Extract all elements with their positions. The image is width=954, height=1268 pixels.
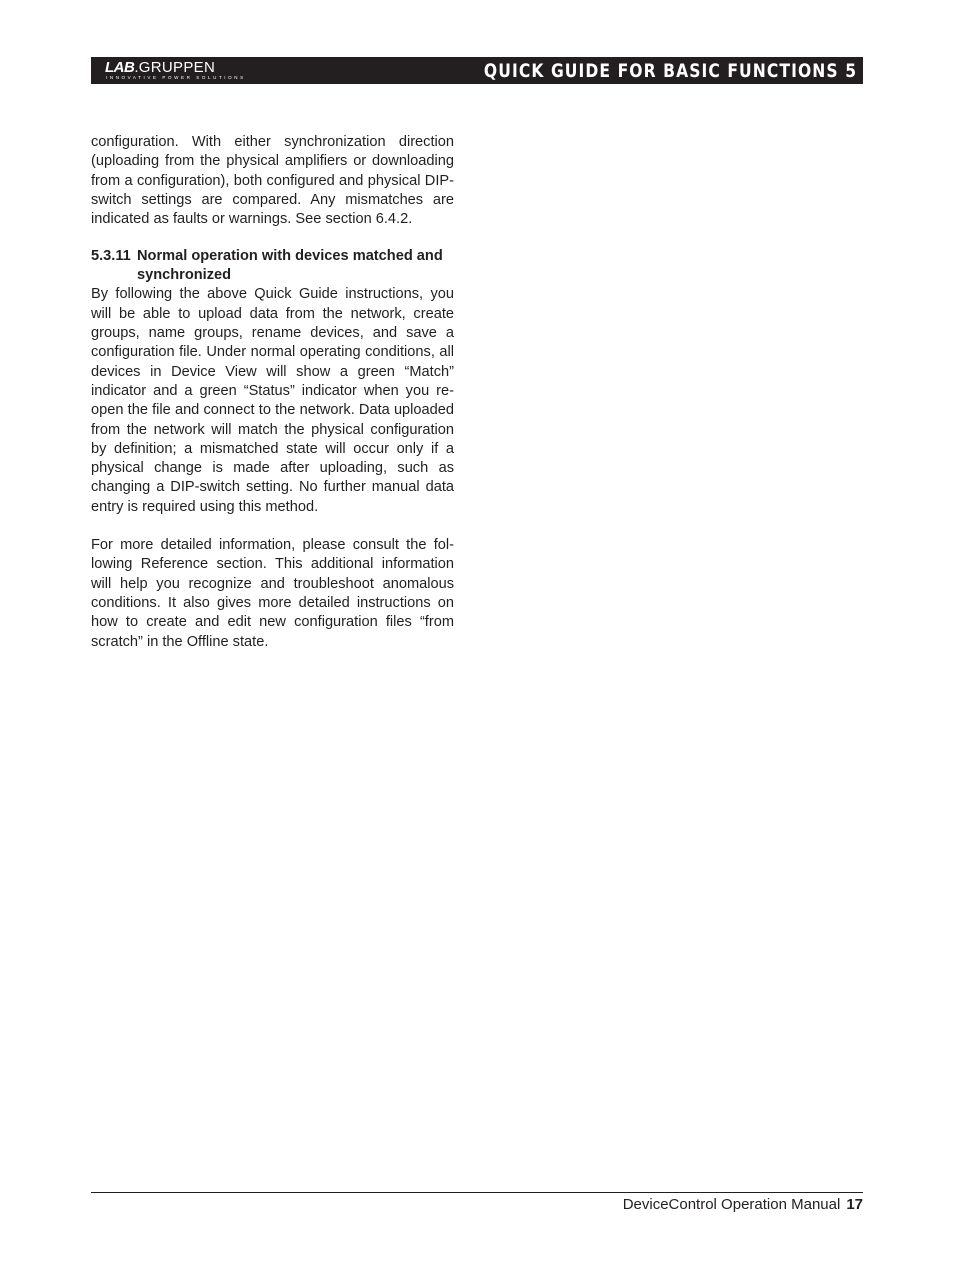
logo-wordmark: LAB.GRUPPEN [105,59,216,76]
chapter-number: 5 [845,60,857,82]
chapter-title-text: QUICK GUIDE FOR BASIC FUNCTIONS [483,60,839,82]
section-number: 5.3.11 [91,248,131,265]
logo-tagline: INNOVATIVE POWER SOLUTIONS [106,75,246,80]
text-column [91,133,454,652]
page-footer [623,1196,863,1214]
manual-title: DeviceControl Operation Manual [622,1196,841,1213]
section-title: Normal operation with devices matched and synchronized [137,248,443,284]
section-heading [91,247,454,285]
page-header-bar [91,57,863,84]
chapter-title [484,57,857,84]
intro-paragraph: configuration. With either synchronization direction (uploading from the physical amplifiers or downloading from a configuration), both configured and physical DIP-switch settings are compared. Any mismatches are indicated as faults or warnings. See section 6.4.2. [91,134,454,228]
paragraph-spacer [91,517,454,536]
page-number: 17 [846,1196,863,1213]
body-paragraph-2: For more detailed information, please consult the following Reference section. This additional information will help you recognize and troubleshoot anomalous conditions. It also gives more detailed instructions on how to create and edit new configuration files “from scratch” in the Offline state. [91,537,454,650]
body-paragraph-1: By following the above Quick Guide instructions, you will be able to upload data from the network, create groups, name groups, rename devices, and save a configuration file. Under normal operating conditions, all devices in Device View will show a green “Match” indicator and a green “Status” indicator when you re-open the file and connect to the network. Data uploaded from the network will match the physical configuration by definition; a mismatched state will occur only if a physical change is made after uploading, such as changing a DIP-switch setting. No further manual data entry is required using this method. [91,286,454,515]
footer-rule [91,1192,863,1193]
